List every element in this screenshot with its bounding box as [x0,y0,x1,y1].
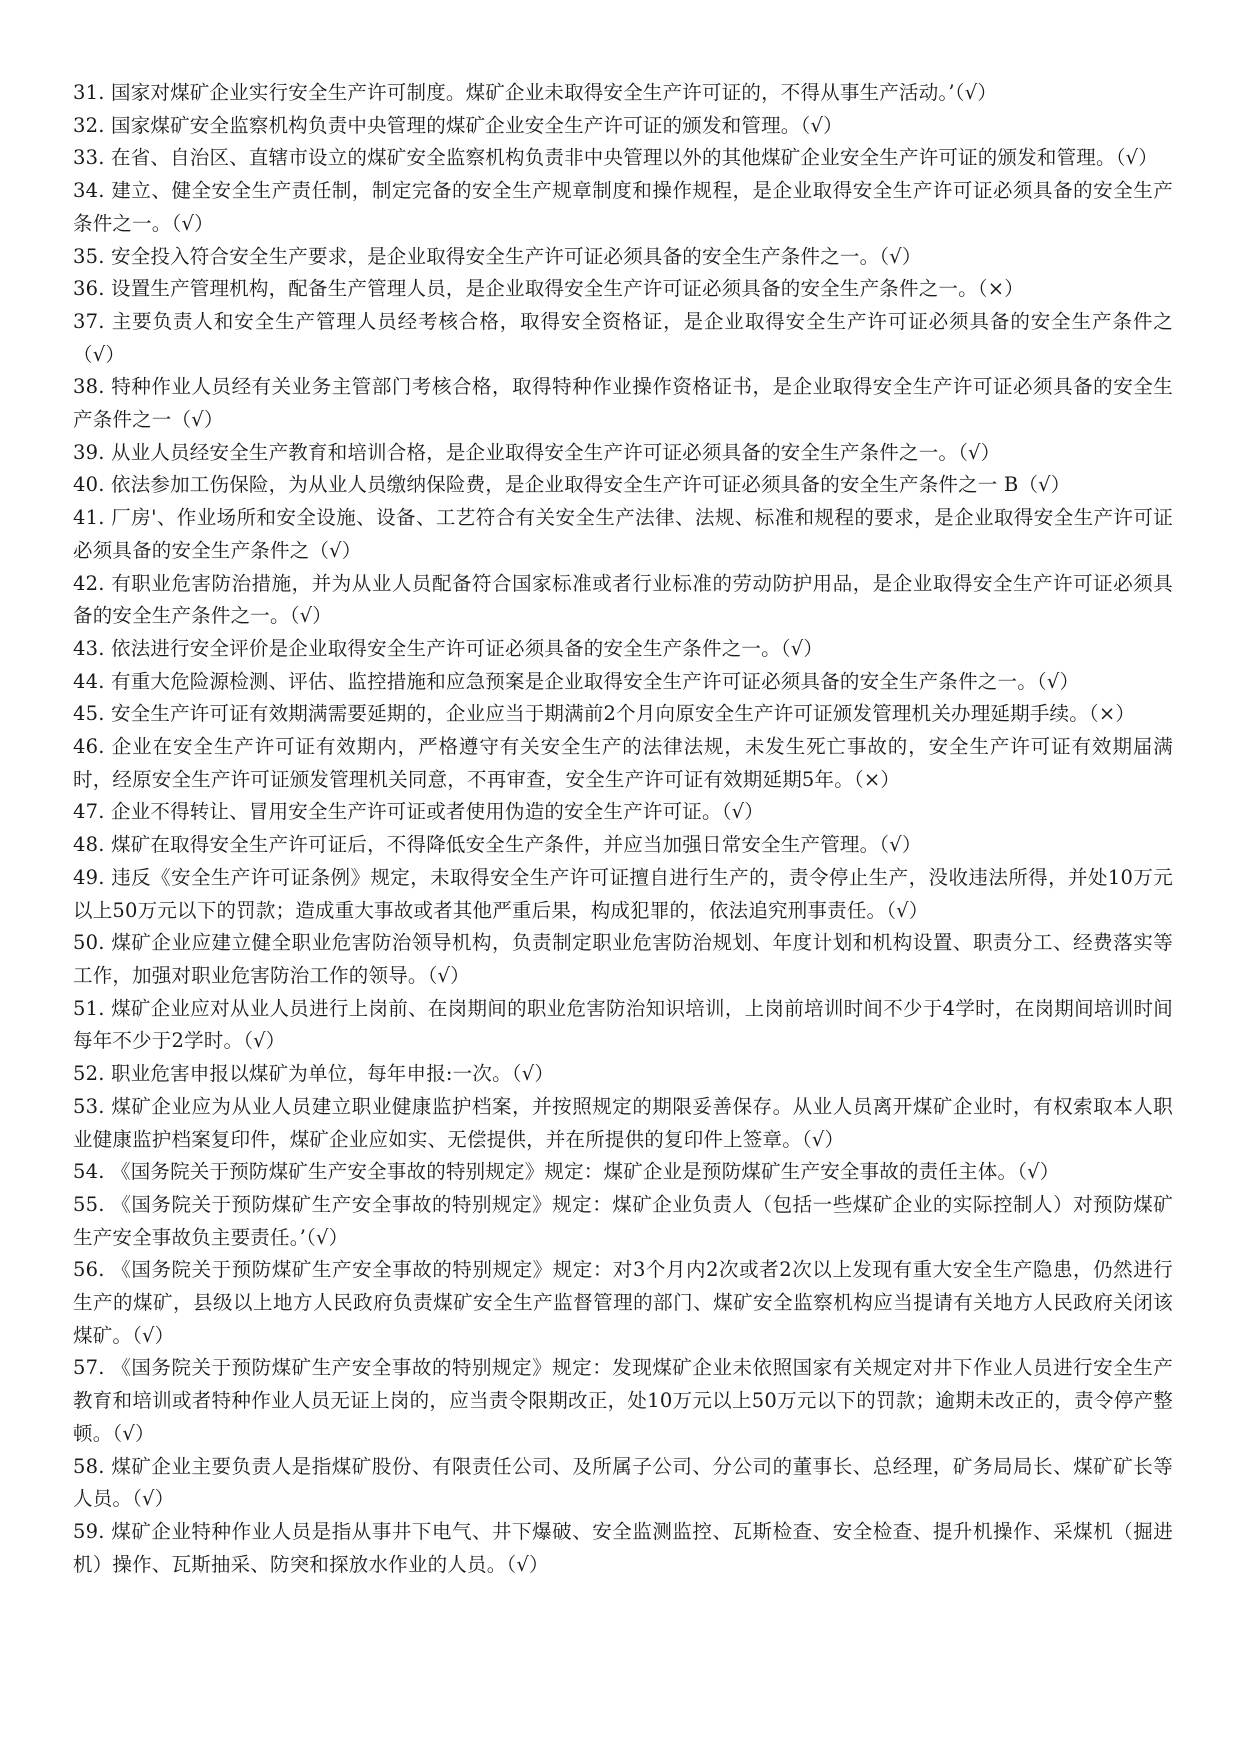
question-item-37: 37. 主要负责人和安全生产管理人员经考核合格，取得安全资格证，是企业取得安全生产许可证必须具备的安全生产条件之（√） [73,309,1173,366]
question-item-47: 47. 企业不得转让、冒用安全生产许可证或者使用伪造的安全生产许可证。（√） [73,800,764,824]
question-item-32: 32. 国家煤矿安全监察机构负责中央管理的煤矿企业安全生产许可证的颁发和管理。（√） [73,113,843,137]
question-item-53: 53. 煤矿企业应为从业人员建立职业健康监护档案，并按照规定的期限妥善保存。从业人员离开煤矿企业时，有权索取本人职业健康监护档案复印件，煤矿企业应如实、无偿提供，并在所提供的复印件上签章。（√） [73,1094,1173,1151]
question-item-44: 44. 有重大危险源检测、评估、监控措施和应急预案是企业取得安全生产许可证必须具备的安全生产条件之一。（√） [73,669,1080,693]
question-item-42: 42. 有职业危害防治措施，并为从业人员配备符合国家标准或者行业标准的劳动防护用品，是企业取得安全生产许可证必须具备的安全生产条件之一。（√） [73,571,1173,628]
question-item-46: 46. 企业在安全生产许可证有效期内，严格遵守有关安全生产的法律法规，未发生死亡事故的，安全生产许可证有效期届满时，经原安全生产许可证颁发管理机关同意，不再审查，安全生产许可证有效期延期5年。（×） [73,735,1173,791]
question-item-59: 59. 煤矿企业特种作业人员是指从事井下电气、井下爆破、安全监测监控、瓦斯检查、安全检查、提升机操作、采煤机（掘进机）操作、瓦斯抽采、防突和探放水作业的人员。（√） [73,1519,1173,1576]
question-item-57: 57. 《国务院关于预防煤矿生产安全事故的特别规定》规定：发现煤矿企业未依照国家有关规定对井下作业人员进行安全生产教育和培训或者特种作业人员无证上岗的，应当责令限期改正，处10万元以上50万元以下的罚款；逾期未改正的，责令停产整顿。（√） [73,1356,1173,1445]
question-item-55: 55. 《国务院关于预防煤矿生产安全事故的特别规定》规定：煤矿企业负责人（包括一些煤矿企业的实际控制人）对预防煤矿生产安全事故负主要责任。’（√） [73,1192,1173,1249]
question-item-48: 48. 煤矿在取得安全生产许可证后，不得降低安全生产条件，并应当加强日常安全生产管理。（√） [73,833,922,857]
question-item-51: 51. 煤矿企业应对从业人员进行上岗前、在岗期间的职业危害防治知识培训，上岗前培训时间不少于4学时，在岗期间培训时间每年不少于2学时。（√） [73,996,1173,1053]
question-item-52: 52. 职业危害申报以煤矿为单位，每年申报:一次。（√） [73,1062,555,1086]
question-item-43: 43. 依法进行安全评价是企业取得安全生产许可证必须具备的安全生产条件之一。（√） [73,636,824,660]
question-item-41: 41. 厂房'、作业场所和安全设施、设备、工艺符合有关安全生产法律、法规、标准和规程的要求，是企业取得安全生产许可证必须具备的安全生产条件之（√） [73,506,1173,562]
question-item-35: 35. 安全投入符合安全生产要求，是企业取得安全生产许可证必须具备的安全生产条件之一。（√） [73,244,922,268]
question-item-40: 40. 依法参加工伤保险，为从业人员缴纳保险费，是企业取得安全生产许可证必须具备的安全生产条件之一 B（√） [73,473,1071,497]
question-list [73,77,1173,1581]
question-item-33: 33. 在省、自治区、直辖市设立的煤矿安全监察机构负责非中央管理以外的其他煤矿企业安全生产许可证的颁发和管理。（√） [73,146,1158,170]
question-item-49: 49. 违反《安全生产许可证条例》规定，未取得安全生产许可证擅自进行生产的，责令停止生产，没收违法所得，并处10万元以上50万元以下的罚款；造成重大事故或者其他严重后果，构成犯罪的，依法追究刑事责任。（√） [73,865,1173,922]
question-item-50: 50. 煤矿企业应建立健全职业危害防治领导机构，负责制定职业危害防治规划、年度计划和机构设置、职责分工、经费落实等工作，加强对职业危害防治工作的领导。（√） [73,931,1173,987]
question-item-56: 56. 《国务院关于预防煤矿生产安全事故的特别规定》规定：对3个月内2次或者2次以上发现有重大安全生产隐患，仍然进行生产的煤矿，县级以上地方人民政府负责煤矿安全生产监督管理的部门、煤矿安全监察机构应当提请有关地方人民政府关闭该煤矿。（√） [73,1258,1173,1347]
question-item-54: 54. 《国务院关于预防煤矿生产安全事故的特别规定》规定：煤矿企业是预防煤矿生产安全事故的责任主体。（√） [73,1160,1060,1184]
question-item-45: 45. 安全生产许可证有效期满需要延期的，企业应当于期满前2个月向原安全生产许可证颁发管理机关办理延期手续。（×） [73,702,1136,726]
question-item-31: 31. 国家对煤矿企业实行安全生产许可制度。煤矿企业未取得安全生产许可证的，不得从事生产活动。’（√） [73,81,998,104]
question-item-39: 39. 从业人员经安全生产教育和培训合格，是企业取得安全生产许可证必须具备的安全生产条件之一。（√） [73,440,1001,464]
question-item-34: 34. 建立、健全安全生产责任制，制定完备的安全生产规章制度和操作规程，是企业取得安全生产许可证必须具备的安全生产条件之一。（√） [73,179,1173,235]
question-item-38: 38. 特种作业人员经有关业务主管部门考核合格，取得特种作业操作资格证书，是企业取得安全生产许可证必须具备的安全生产条件之一（√） [73,375,1173,432]
question-item-58: 58. 煤矿企业主要负责人是指煤矿股份、有限责任公司、及所属子公司、分公司的董事长、总经理，矿务局局长、煤矿矿长等人员。（√） [73,1454,1173,1511]
question-item-36: 36. 设置生产管理机构，配备生产管理人员，是企业取得安全生产许可证必须具备的安全生产条件之一。（×） [73,277,1024,301]
